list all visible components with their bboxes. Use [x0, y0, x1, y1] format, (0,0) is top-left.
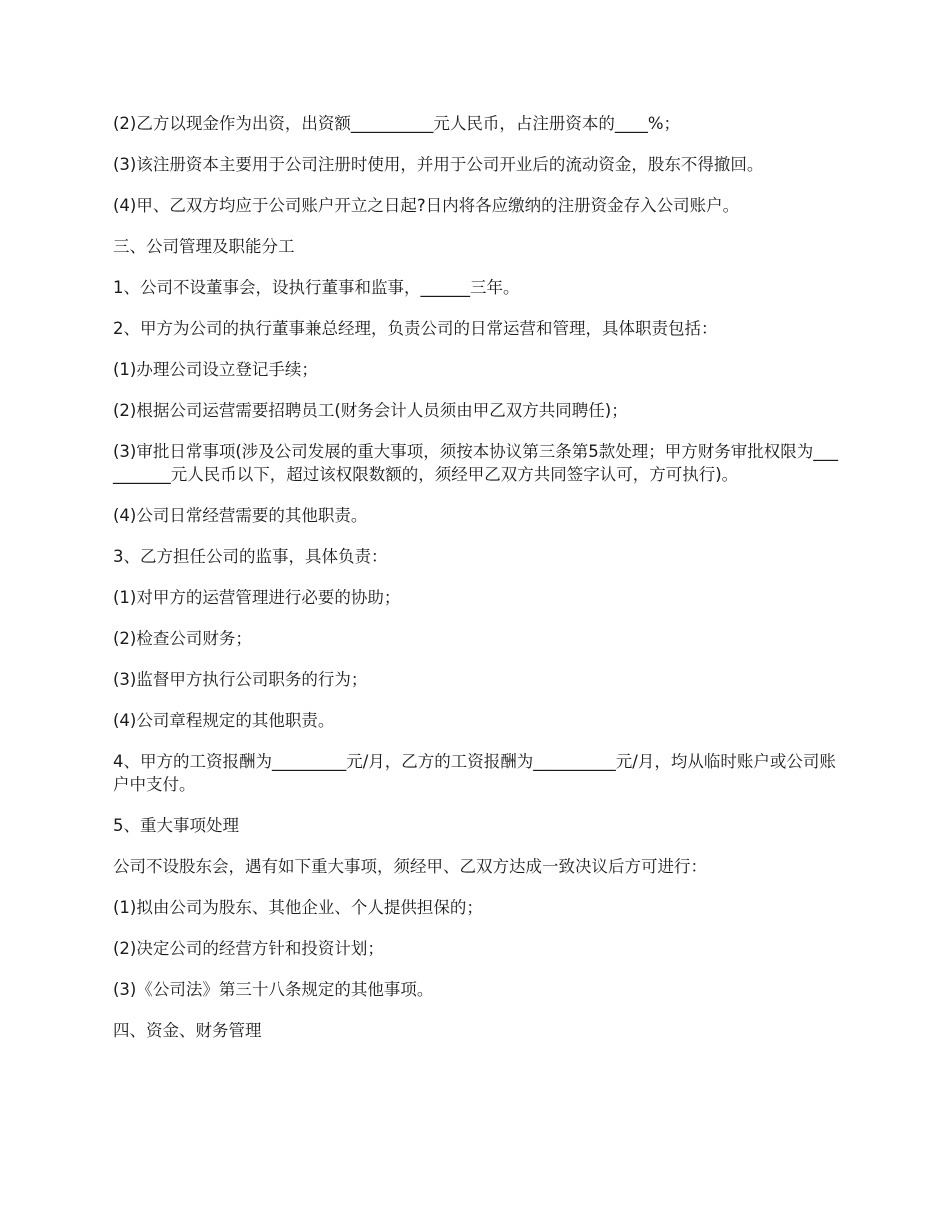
list-item: (4)公司日常经营需要的其他职责。	[113, 506, 368, 525]
list-item: (1)对甲方的运营管理进行必要的协助；	[113, 588, 401, 607]
paragraph-party-a-duties: 2、甲方为公司的执行董事兼总经理，负责公司的日常运营和管理，具体职责包括：	[113, 319, 718, 338]
list-item: (1)办理公司设立登记手续；	[113, 360, 318, 379]
paragraph-major-matters-heading: 5、重大事项处理	[113, 816, 239, 835]
paragraph-cash-contribution: (2)乙方以现金作为出资，出资额__________元人民币，占注册资本的____%；	[113, 114, 681, 133]
paragraph-salary: 4、甲方的工资报酬为_________元/月，乙方的工资报酬为__________元/月，均从临时账户或公司账户中支付。	[113, 752, 836, 794]
list-item: (2)根据公司运营需要招聘员工(财务会计人员须由甲乙双方共同聘任)；	[113, 401, 628, 420]
list-item: (3)监督甲方执行公司职务的行为；	[113, 670, 368, 689]
paragraph-board-setup: 1、公司不设董事会，设执行董事和监事，______三年。	[113, 278, 520, 297]
section-heading-management: 三、公司管理及职能分工	[113, 237, 295, 256]
list-item: (2)决定公司的经营方针和投资计划；	[113, 939, 384, 958]
paragraph-party-b-supervisor: 3、乙方担任公司的监事，具体负责：	[113, 547, 388, 566]
list-item: (3)《公司法》第三十八条规定的其他事项。	[113, 980, 434, 999]
list-item: (4)公司章程规定的其他职责。	[113, 711, 335, 730]
paragraph-capital-deposit: (4)甲、乙双方均应于公司账户开立之日起?日内将各应缴纳的注册资金存入公司账户。	[113, 196, 740, 215]
paragraph-capital-usage: (3)该注册资本主要用于公司注册时使用，并用于公司开业后的流动资金，股东不得撤回。	[113, 155, 764, 174]
section-heading-finance: 四、资金、财务管理	[113, 1021, 262, 1040]
list-item: (1)拟由公司为股东、其他企业、个人提供担保的；	[113, 898, 483, 917]
list-item: (3)审批日常事项(涉及公司发展的重大事项，须按本协议第三条第5款处理；甲方财务审批权限为__________元人民币以下，超过该权限数额的，须经甲乙双方共同签字认可，方可执行)。	[113, 442, 839, 484]
paragraph-major-matters-intro: 公司不设股东会，遇有如下重大事项，须经甲、乙双方达成一致决议后方可进行：	[113, 857, 707, 876]
document-body	[113, 112, 841, 1060]
list-item: (2)检查公司财务；	[113, 629, 252, 648]
